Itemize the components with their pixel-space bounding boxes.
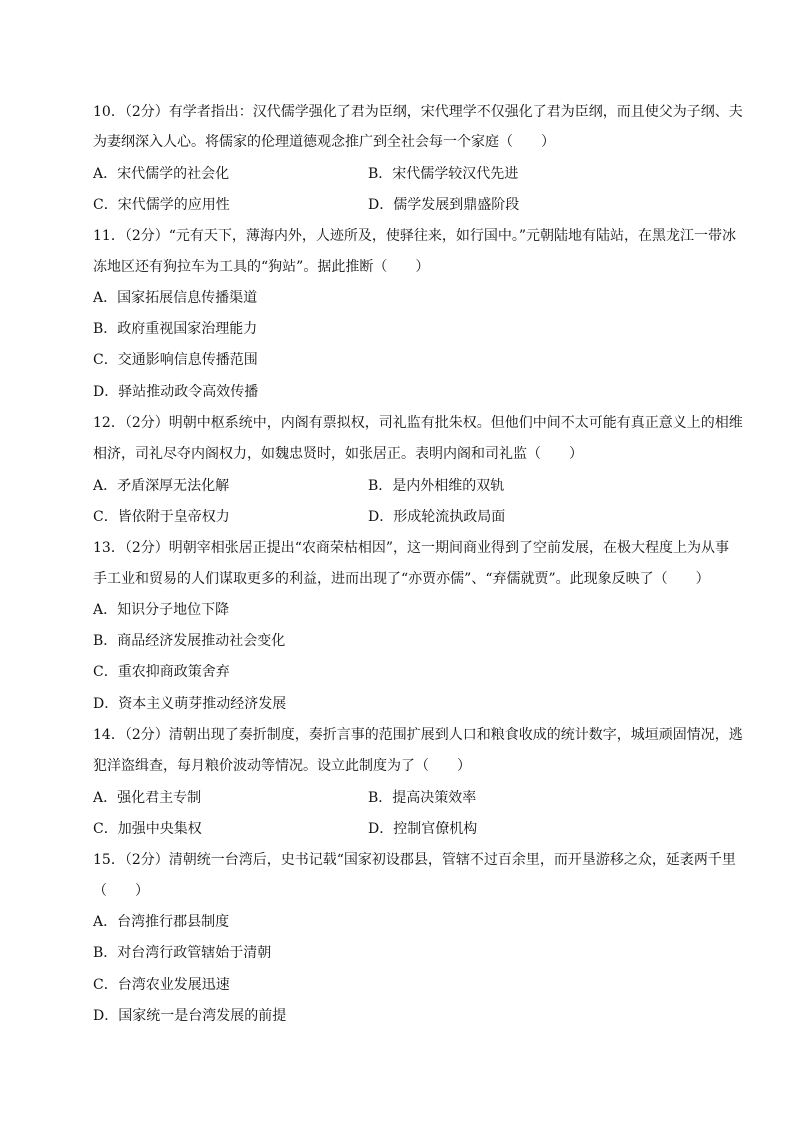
q11-option-d: D．驿站推动政令高效传播: [93, 384, 259, 400]
q10-option-c: C．宋代儒学的应用性: [93, 197, 230, 213]
q12-stem-line-1: 12．（2分）明朝中枢系统中，内阁有票拟权，司礼监有批朱权。但他们中间不太可能有真正意义上的相维: [93, 415, 743, 431]
q10-option-d: D．儒学发展到鼎盛阶段: [368, 197, 520, 213]
q14-option-c: C．加强中央集权: [93, 821, 202, 837]
q13-stem-line-1: 13．（2分）明朝宰相张居正提出“农商荣枯相因”，这一期间商业得到了空前发展，在极大程度上为从事: [93, 540, 730, 556]
q14-option-a: A．强化君主专制: [93, 790, 202, 806]
q12-option-c: C．皆依附于皇帝权力: [93, 509, 230, 525]
q14-option-b: B．提高决策效率: [368, 790, 477, 806]
q15-option-c: C．台湾农业发展迅速: [93, 977, 230, 993]
q13-option-a: A．知识分子地位下降: [93, 602, 230, 618]
q15-option-d: D．国家统一是台湾发展的前提: [93, 1008, 287, 1024]
q11-option-b: B．政府重视国家治理能力: [93, 321, 258, 337]
q13-option-d: D．资本主义萌芽推动经济发展: [93, 696, 287, 712]
q14-stem-line-1: 14．（2分）清朝出现了奏折制度，奏折言事的范围扩展到人口和粮食收成的统计数字，城垣顽固情况，逃: [93, 727, 743, 743]
q15-option-a: A．台湾推行郡县制度: [93, 914, 230, 930]
q11-option-a: A．国家拓展信息传播渠道: [93, 290, 258, 306]
q15-stem-line-2: （ ）: [93, 883, 149, 899]
q14-option-d: D．控制官僚机构: [368, 821, 478, 837]
q14-stem-line-2: 犯洋盗缉查，每月粮价波动等情况。设立此制度为了（ ）: [93, 758, 471, 774]
q15-stem-line-1: 15．（2分）清朝统一台湾后，史书记载“国家初设郡县，管辖不过百余里，而开垦游移之众，延袤两千里: [93, 852, 736, 868]
q12-stem-line-2: 相济，司礼尽夺内阁权力，如魏忠贤时，如张居正。表明内阁和司礼监（ ）: [93, 446, 583, 462]
q10-option-b: B．宋代儒学较汉代先进: [368, 166, 519, 182]
q12-option-b: B．是内外相维的双轨: [368, 478, 505, 494]
q12-option-d: D．形成轮流执政局面: [368, 509, 506, 525]
q10-option-a: A．宋代儒学的社会化: [93, 166, 230, 182]
q11-stem-line-2: 冻地区还有狗拉车为工具的“狗站”。据此推断（ ）: [93, 259, 430, 275]
q15-option-b: B．对台湾行政管辖始于清朝: [93, 945, 272, 961]
q13-option-b: B．商品经济发展推动社会变化: [93, 633, 286, 649]
q10-stem-line-1: 10．（2分）有学者指出：汉代儒学强化了君为臣纲，宋代理学不仅强化了君为臣纲，而且使父为子纲、夫: [93, 104, 743, 120]
q11-stem-line-1: 11．（2分）“元有天下，薄海内外，人迹所及，使驿往来，如行国中。”元朝陆地有陆站，在黑龙江一带冰: [93, 228, 737, 244]
q12-option-a: A．矛盾深厚无法化解: [93, 478, 230, 494]
q11-option-c: C．交通影响信息传播范围: [93, 352, 258, 368]
q13-stem-line-2: 手工业和贸易的人们谋取更多的利益，进而出现了“亦贾亦儒”、“弃儒就贾”。此现象反映了（ ）: [93, 571, 710, 587]
q13-option-c: C．重农抑商政策舍弃: [93, 664, 230, 680]
q10-stem-line-2: 为妻纲深入人心。将儒家的伦理道德观念推广到全社会每一个家庭（ ）: [93, 134, 555, 150]
